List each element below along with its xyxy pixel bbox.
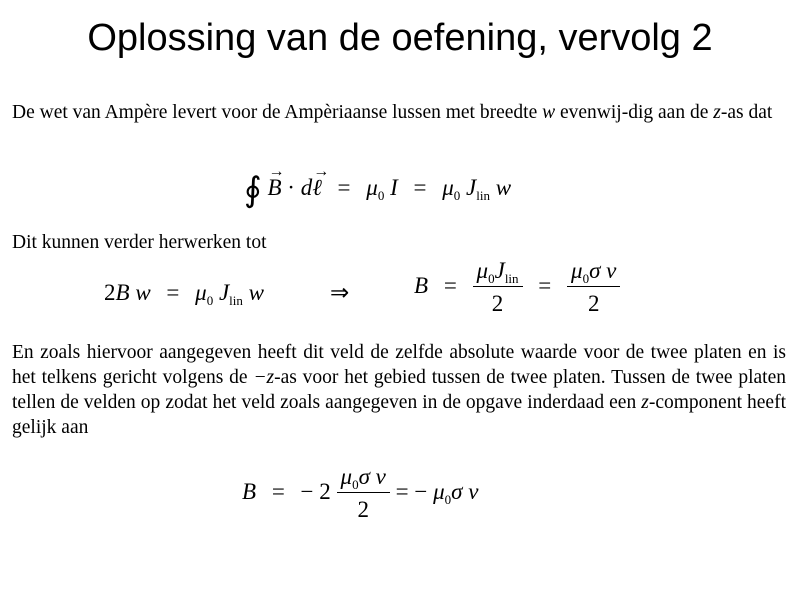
eq2-equals-3: = [538, 272, 552, 298]
slide-title: Oplossing van de oefening, vervolg 2 [87, 17, 713, 59]
contour-integral-symbol: ∮ [244, 172, 262, 209]
frac2-denominator: 2 [587, 291, 600, 316]
para3-var-z: z [641, 392, 649, 413]
fraction-mu-sigma-v-over-2 [567, 258, 620, 317]
eq1-d: d [300, 175, 313, 200]
eq2-B-2: B [414, 272, 429, 298]
frac1-mu: μ [476, 258, 489, 283]
eq1-mu-1: μ [366, 175, 378, 200]
frac2-mu-sub: 0 [582, 271, 590, 286]
fraction-final [337, 464, 390, 523]
eq3-minus-two: − 2 [300, 478, 331, 504]
frac1-J-sub: lin [504, 271, 519, 286]
eq3-frac-mu: μ [340, 464, 353, 489]
eq3-frac-v: v [375, 464, 386, 489]
eq1-J: J [466, 175, 477, 200]
eq3-minus: − [414, 478, 428, 504]
para1-text-c: -as dat [720, 102, 773, 123]
para1-var-z: z [713, 102, 721, 123]
eq3-sigma: σ [451, 478, 463, 504]
para3-text-c: -component heeft gelijk aan [12, 392, 786, 438]
paragraph-conclusion [12, 340, 786, 440]
fraction-mu-J-over-2 [473, 258, 523, 317]
eq1-equals-2: = [413, 175, 427, 200]
eq3-v: v [468, 478, 479, 504]
eq2-B: B [115, 280, 130, 305]
equation-rework-lhs [104, 280, 264, 306]
eq2-J-sub: lin [229, 293, 243, 308]
eq1-J-sub: lin [476, 188, 490, 203]
para3-minus-z: −z [253, 367, 275, 388]
eq1-mu-2: μ [442, 175, 454, 200]
eq2-w: w [135, 280, 151, 305]
eq2-w-2: w [248, 280, 264, 305]
frac2-sigma: σ [589, 258, 601, 283]
eq1-ell-vector: → ℓ [312, 175, 322, 201]
eq1-w: w [495, 175, 512, 200]
para3-text-a: En zoals hiervoor aangegeven heeft dit veld de zelfde absolute waarde voor de twee platen en is het telkens gericht volgens de [12, 342, 786, 388]
eq3-mu-sub: 0 [444, 491, 452, 507]
eq1-mu-sub-1: 0 [377, 188, 385, 203]
para3-text-b: -as voor het gebied tussen de twee platen. Tussen de twee platen tellen de velden op zodat het veld zoals aangegeven in de opgave inderdaad een [12, 367, 786, 413]
eq2-J: J [218, 280, 230, 305]
eq3-equals-1: = [271, 478, 285, 504]
eq1-equals-1: = [337, 175, 351, 200]
eq1-B-vector: → B [267, 175, 281, 201]
equation-final-field [242, 464, 478, 523]
para1-var-w: w [542, 102, 556, 123]
frac1-mu-sub: 0 [488, 271, 495, 286]
eq2-equals-1: = [166, 280, 180, 305]
para1-text-a: De wet van Ampère levert voor de Ampèriaanse lussen met breedte [12, 102, 543, 123]
frac1-denominator: 2 [491, 291, 504, 316]
eq3-B: B [242, 478, 257, 504]
eq1-dot: · [287, 175, 295, 200]
eq3-mu: μ [433, 478, 445, 504]
frac1-J: J [494, 258, 505, 283]
para1-text-b: evenwij-dig aan de [555, 102, 714, 123]
paragraph-rework: Dit kunnen verder herwerken tot [12, 232, 267, 253]
eq2-mu-sub-1: 0 [206, 293, 214, 308]
implies-arrow: ⇒ [330, 280, 350, 305]
eq3-frac-denominator: 2 [357, 497, 369, 522]
eq1-mu-sub-2: 0 [453, 188, 461, 203]
eq2-mu-1: μ [195, 280, 207, 305]
eq3-frac-mu-sub: 0 [352, 477, 359, 492]
equation-rework-rhs [414, 258, 620, 317]
equation-ampere-loop [244, 170, 511, 210]
frac2-v: v [606, 258, 617, 283]
eq2-two: 2 [104, 280, 116, 305]
eq3-equals-2: = [395, 478, 409, 504]
eq3-frac-sigma: σ [358, 464, 370, 489]
paragraph-ampere-law [12, 100, 786, 125]
frac2-mu: μ [571, 258, 583, 283]
eq2-equals-2: = [443, 272, 457, 298]
eq1-I: I [390, 175, 398, 200]
